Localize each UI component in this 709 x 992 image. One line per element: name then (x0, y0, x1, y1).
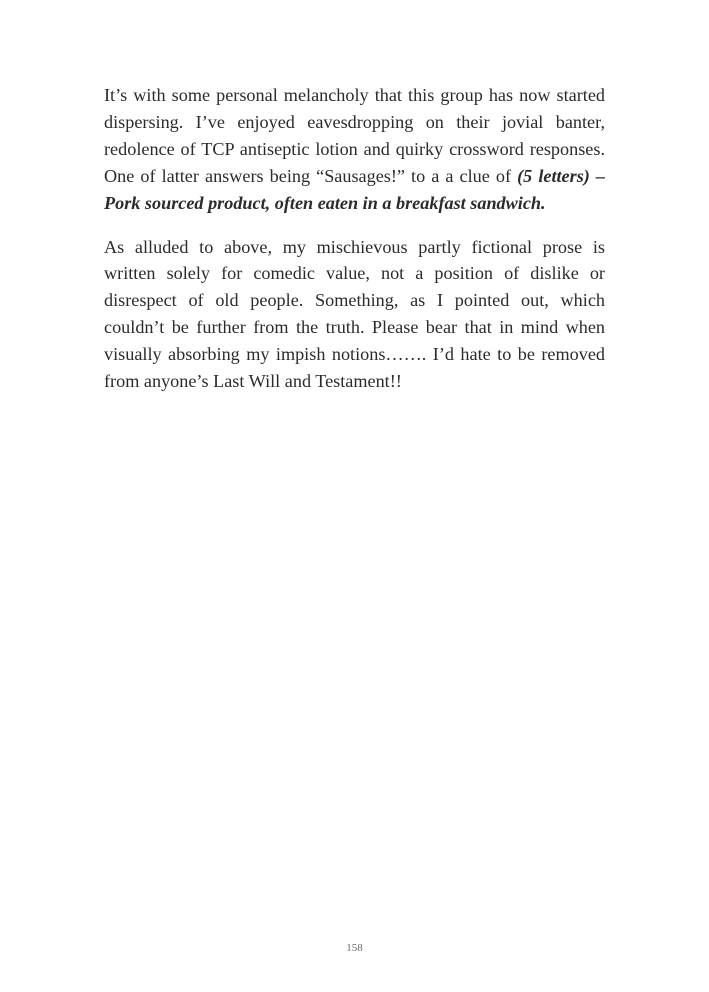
paragraph-disclaimer: As alluded to above, my mischievous partly fictional prose is written solely for comedic value, not a position of dislike or disrespect of old people. Something, as I pointed out, which couldn’t be further from the truth. Please bear that in mind when visually absorbing my impish notions……. I’d hate to be removed from anyone’s Last Will and Testament!! (104, 236, 605, 392)
page-number: 158 (346, 942, 363, 954)
paragraph-text: It’s with some personal melancholy that this group has now started dispersing. I’ve enjoyed eavesdropping on their jovial banter, redolence of TCP antiseptic lotion and quirky crossword responses. One of latter answers being “Sausages!” to a a clue of (104, 85, 605, 186)
paragraph-dispersing-group (104, 82, 605, 217)
body-text (104, 82, 605, 395)
crossword-clue-emphasis: (5 letters) – Pork sourced product, often eaten in a breakfast sandwich. (104, 165, 605, 213)
